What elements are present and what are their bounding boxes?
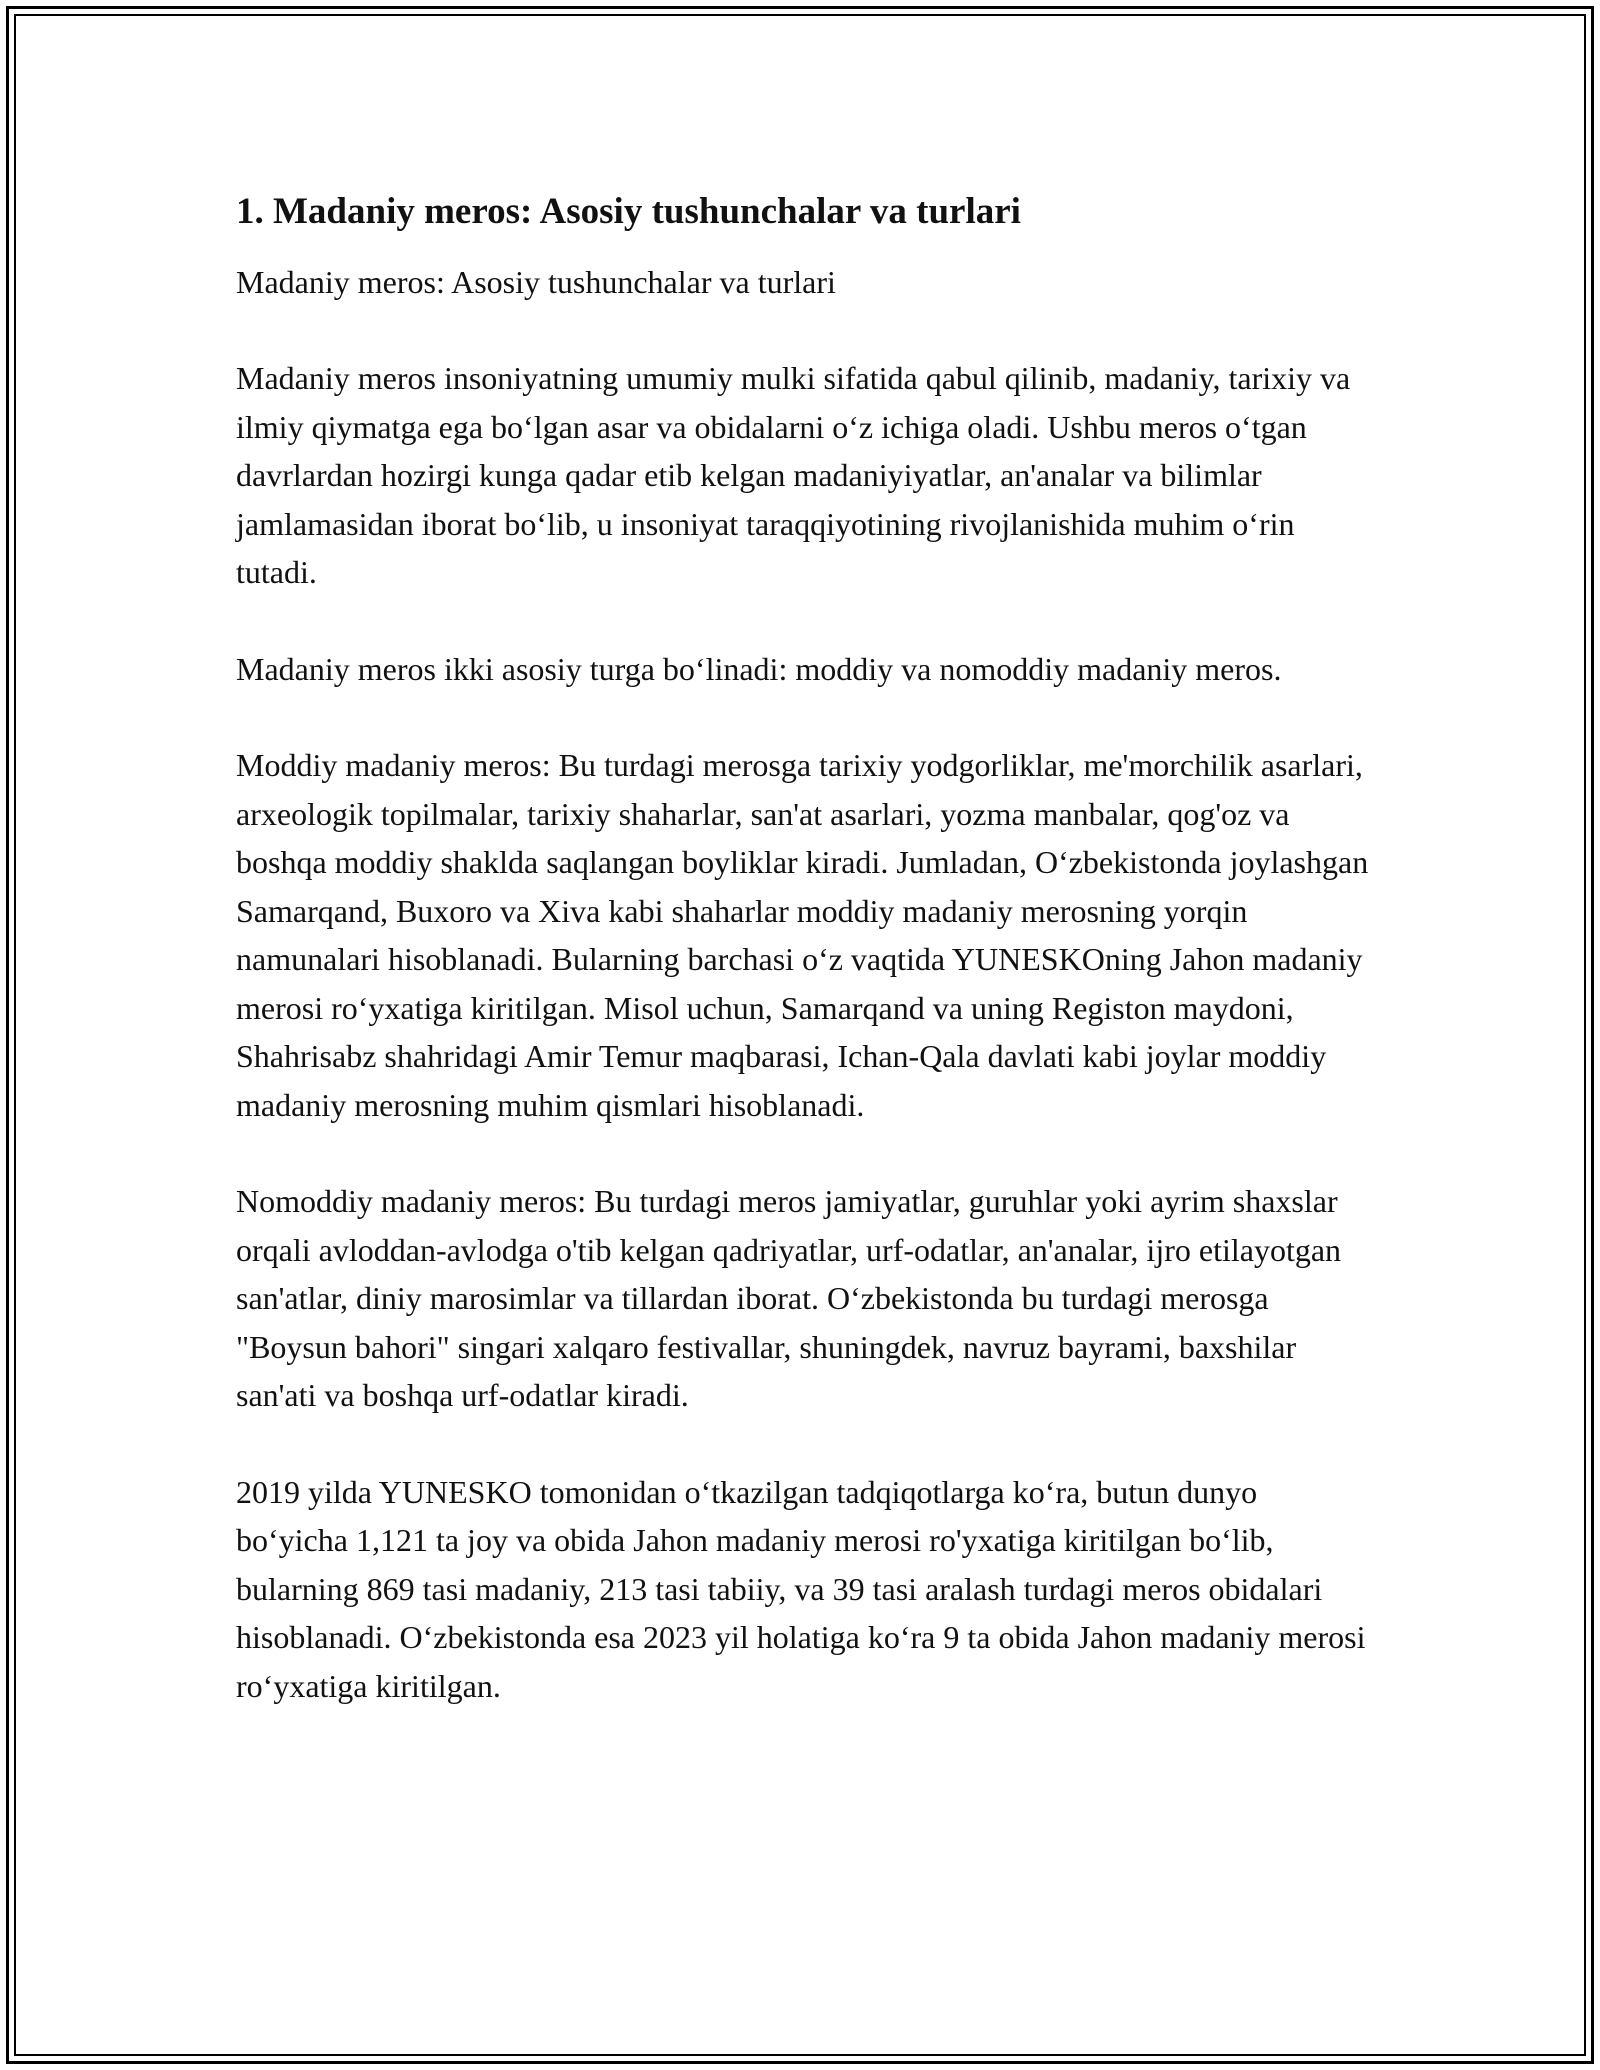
paragraph-intangible-heritage: Nomoddiy madaniy meros: Bu turdagi meros jamiyatlar, guruhlar yoki ayrim shaxslar orqali avloddan-avlodga o'tib kelgan qadriyatlar, urf-odatlar, an'analar, ijro etilayotgan san'atlar, diniy marosimlar va tillardan iborat. Oʻzbekistonda bu turdagi merosga "Boysun bahori" singari xalqaro festivallar, shuningdek, navruz bayrami, baxshilar san'ati va boshqa urf-odatlar kiradi. [236, 1183, 1342, 1413]
paragraph-tangible-heritage: Moddiy madaniy meros: Bu turdagi merosga tarixiy yodgorliklar, me'morchilik asarlari, arxeologik topilmalar, tarixiy shaharlar, san'at asarlari, yozma manbalar, qog'oz va boshqa moddiy shaklda saqlangan boyliklar kiradi. Jumladan, Oʻzbekistonda joylashgan Samarqand, Buxoro va Xiva kabi shaharlar moddiy madaniy merosning yorqin namunalari hisoblanadi. Bularning barchasi oʻz vaqtida YUNESKOning Jahon madaniy merosi roʻyxatiga kiritilgan. Misol uchun, Samarqand va uning Registon maydoni, Shahrisabz shahridagi Amir Temur maqbarasi, Ichan-Qala davlati kabi joylar moddiy madaniy merosning muhim qismlari hisoblanadi. [236, 747, 1369, 1123]
paragraph-types: Madaniy meros ikki asosiy turga boʻlinadi: moddiy va nomoddiy madaniy meros. [236, 650, 1282, 687]
section-heading: 1. Madaniy meros: Asosiy tushunchalar va turlari [236, 191, 1021, 232]
paragraph-unesco-statistics: 2019 yilda YUNESKO tomonidan oʻtkazilgan tadqiqotlarga koʻra, butun dunyo boʻyicha 1,121 ta joy va obida Jahon madaniy merosi ro'yxatiga kiritilgan boʻlib, bularning 869 tasi madaniy, 213 tasi tabiiy, va 39 tasi aralash turdagi meros obidalari hisoblanadi. Oʻzbekistonda esa 2023 yil holatiga koʻra 9 ta obida Jahon madaniy merosi roʻyxatiga kiritilgan. [236, 1473, 1366, 1704]
document-body [236, 186, 1376, 1758]
section-subtitle: Madaniy meros: Asosiy tushunchalar va turlari [236, 264, 836, 300]
paragraph-intro: Madaniy meros insoniyatning umumiy mulki sifatida qabul qilinib, madaniy, tarixiy va ilmiy qiymatga ega boʻlgan asar va obidalarni oʻz ichiga oladi. Ushbu meros oʻtgan davrlardan hozirgi kunga qadar etib kelgan madaniyiyatlar, an'analar va bilimlar jamlamasidan iborat boʻlib, u insoniyat taraqqiyotining rivojlanishida muhim oʻrin tutadi. [236, 360, 1351, 590]
